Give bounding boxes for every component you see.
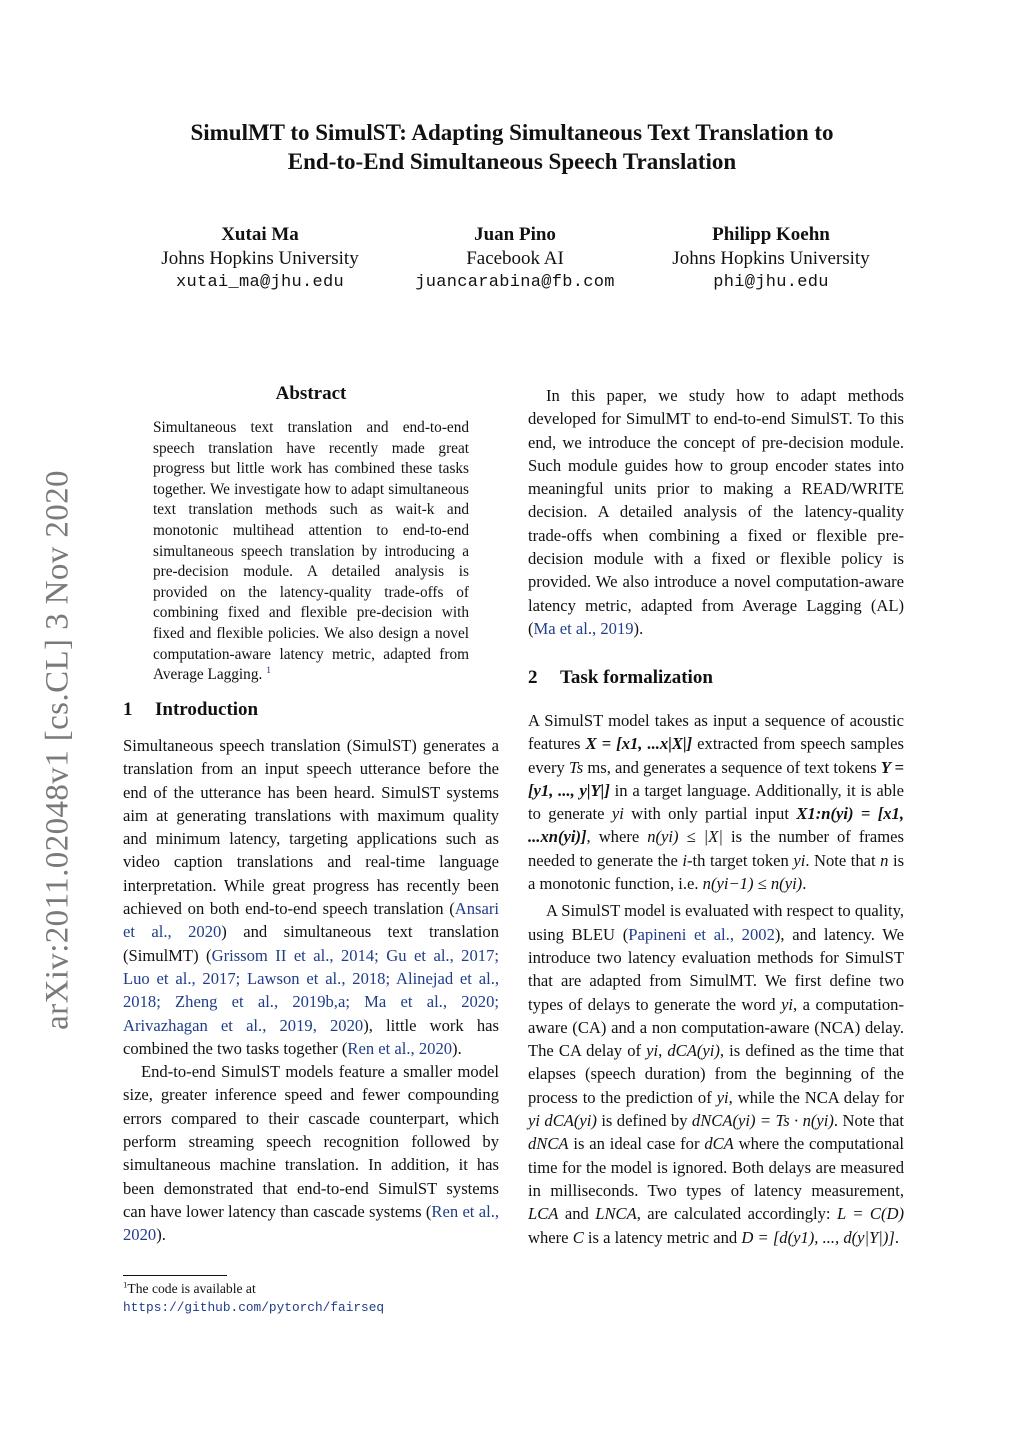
text: ), little work has combined the two tasks together ( — [123, 1015, 499, 1058]
section-number: 2 — [528, 667, 538, 688]
text: ms, and generates a sequence of text tokens — [583, 757, 881, 777]
text: . Note that — [805, 850, 881, 870]
section-1-heading — [123, 698, 258, 722]
text: ) and simultaneous text translation (SimulMT) ( — [123, 922, 499, 965]
text: . — [894, 1227, 900, 1247]
text: ). — [633, 618, 644, 638]
abstract-text: Simultaneous text translation and end-to-end speech translation have recently made great progress but little work has combined these tasks together. We investigate how to adapt simultaneous text translation methods such as wait-k and monotonic multihead attention to end-to-end simultaneous speech translation by introducing a pre-decision module. A detailed analysis is provided on the latency-quality trade-offs of combining fixed and flexible pre-decision with fixed and flexible policies. We also design a novel computation-aware latency metric, adapted from Average Lagging. — [153, 419, 469, 684]
text: -th target token — [687, 850, 794, 870]
task-formalization-body — [528, 709, 904, 1249]
author-name: Juan Pino — [474, 224, 556, 245]
math-expression: L = C(D) — [836, 1204, 904, 1224]
arxiv-stamp — [28, 455, 88, 1045]
task-paragraph-2: A SimulST model is evaluated with respect to quality, using BLEU (Papineni et al., 2002), and latency. We introduce two latency evaluation methods for SimulST that are adapted from SimulMT. We first define two types of delays to generate the word yi, a computation-aware (CA) and a non computation-aware (NCA) delay. The CA delay of yi, dCA(yi), is defined as the time that elapses (speech duration) from the beginning of the process to the prediction of yi, while the NCA delay for yi dCA(yi) is defined by dNCA(yi) = Ts · n(yi). Note that dNCA is an ideal case for dCA where the computational time for the model is ignored. Both delays are measured in milliseconds. Two types of latency measurement, LCA and LNCA, are calculated accordingly: L = C(D) where C is a latency metric and D = [d(y1), ..., d(y|Y|)]. — [528, 901, 905, 1247]
author-block-2 — [385, 223, 645, 295]
text: where — [528, 1227, 573, 1247]
footnote-rule — [123, 1275, 227, 1276]
abstract-heading: Abstract — [275, 383, 347, 404]
text: with only partial input — [623, 804, 797, 824]
math-expression: yi — [528, 1111, 540, 1131]
text: is a monotonic function, i.e. — [528, 850, 905, 894]
math-expression: yi — [793, 850, 806, 870]
citation-link[interactable]: Ma et al., 2019 — [533, 618, 634, 638]
math-expression: yi — [646, 1041, 659, 1061]
author-name: Philipp Koehn — [712, 224, 830, 245]
math-expression: dCA — [704, 1134, 734, 1154]
math-expression: dNCA — [528, 1134, 569, 1154]
math-expression: X1:n(yi) = [x1, ...xn(yi)] — [528, 804, 904, 847]
text: Simultaneous speech translation (SimulST) generates a translation from an input speech utterance before the end of the utterance has been heard. SimulST systems aim at generating translations with maximum quality and minimum latency, targeting applications such as video caption translations and real-time language interpretation. While great progress has recently been achieved on both end-to-end speech translation ( — [123, 736, 499, 919]
citation-link[interactable]: Grissom II et al., 2014; Gu et al., 2017; Luo et al., 2017; Lawson et al., 2018; Alinejad et al., 2018; Zheng et al., 2019b,a; Ma et al., 2020; Arivazhagan et al., 2019, 2020 — [123, 945, 499, 1035]
math-expression: i — [682, 850, 688, 870]
author-email[interactable]: xutai_ma@jhu.edu — [175, 273, 345, 292]
intro-paragraph-2 — [123, 1060, 499, 1246]
text: extracted from speech samples every — [528, 734, 904, 777]
text: is defined by — [596, 1111, 692, 1131]
math-expression: LCA — [528, 1204, 559, 1224]
author-email[interactable]: phi@jhu.edu — [713, 273, 829, 292]
math-expression: yi — [781, 994, 794, 1014]
title-line-2: End-to-End Simultaneous Speech Translation — [287, 149, 737, 174]
section-number: 1 — [123, 699, 133, 720]
text: A SimulST model takes as input a sequence of acoustic features — [528, 711, 904, 754]
math-expression: n — [880, 850, 889, 870]
math-expression: n(yi−1) ≤ n(yi) — [702, 874, 803, 894]
text: is an ideal case for — [568, 1134, 705, 1154]
text: , are calculated accordingly: — [636, 1204, 837, 1224]
text: In this paper, we study how to adapt methods developed for SimulMT to end-to-end SimulST. To this end, we introduce the concept of pre-decision module. Such module guides how to group encoder states into meaningful units prior to making a READ/WRITE decision. A detailed analysis of the latency-quality trade-offs when combining a fixed or flexible pre-decision module with a fixed or flexible policy is provided. We also introduce a novel computation-aware latency metric, adapted from Average Lagging (AL) ( — [528, 386, 904, 638]
text: in a target language. Additionally, it is able to generate — [528, 780, 904, 824]
footnote — [123, 1280, 499, 1317]
math-expression: dNCA(yi) = Ts · n(yi) — [691, 1111, 834, 1131]
math-expression: Y = [y1, ..., y|Y|] — [528, 757, 905, 800]
footnote-ref[interactable]: 1 — [266, 665, 272, 677]
paper-title — [0, 118, 1024, 176]
author-block-1 — [130, 223, 390, 295]
arxiv-stamp-text: arXiv:2011.02048v1 [cs.CL] 3 Nov 2020 — [39, 470, 76, 1030]
author-affiliation: Facebook AI — [466, 248, 564, 269]
math-expression: X = [x1, ...x|X|] — [585, 734, 693, 754]
title-line-1: SimulMT to SimulST: Adapting Simultaneous Text Translation to — [190, 120, 834, 145]
math-expression: n(yi) ≤ |X| — [647, 827, 723, 847]
intro-paragraph-1 — [123, 734, 499, 1060]
section-title: Task formalization — [560, 667, 713, 688]
section-title: Introduction — [155, 699, 259, 720]
footnote-url-link[interactable]: https://github.com/pytorch/fairseq — [123, 1300, 385, 1315]
math-expression: Ts — [569, 757, 584, 777]
citation-link[interactable]: Ren et al., 2020 — [123, 1201, 499, 1245]
text: A SimulST model is evaluated with respect to quality, using BLEU ( — [528, 901, 904, 944]
right-intro-body — [528, 384, 904, 640]
footnote-mark: 1 — [123, 1279, 128, 1290]
section-2-heading — [528, 666, 713, 690]
citation-link[interactable]: Ansari et al., 2020 — [123, 899, 499, 942]
math-expression: C — [572, 1227, 584, 1247]
text: is the number of frames needed to generate the — [528, 827, 904, 870]
text: . Note that — [833, 1111, 904, 1131]
abstract-body — [153, 418, 469, 686]
text: is a latency metric and — [583, 1227, 742, 1247]
math-expression: yi — [611, 804, 624, 824]
introduction-body — [123, 734, 499, 1247]
task-paragraph-1 — [528, 709, 904, 895]
text: where the computational time for the model is ignored. Both delays are measured in milliseconds. Two types of latency measurement, — [528, 1134, 904, 1200]
math-expression: yi — [716, 1087, 729, 1107]
author-affiliation: Johns Hopkins University — [161, 248, 359, 269]
author-affiliation: Johns Hopkins University — [672, 248, 870, 269]
citation-link[interactable]: Papineni et al., 2002 — [628, 924, 775, 944]
text: . — [802, 874, 807, 894]
author-email[interactable]: juancarabina@fb.com — [415, 273, 615, 292]
text: and — [558, 1204, 596, 1224]
text: ), and latency. We introduce two latency evaluation methods for SimulST that are adapted from SimulMT. We first define two types of delays to generate the word — [528, 924, 905, 1014]
text: , while the NCA delay for — [728, 1087, 904, 1107]
text: ). — [156, 1225, 166, 1245]
text: , where — [586, 827, 648, 847]
right-intro-paragraph — [528, 384, 904, 640]
math-expression: dCA(yi) — [667, 1041, 720, 1061]
math-expression: dCA(yi) — [544, 1111, 597, 1131]
author-block-3 — [641, 223, 901, 295]
math-expression: LNCA — [595, 1204, 637, 1224]
text: ). — [452, 1038, 462, 1058]
math-expression: D = [d(y1), ..., d(y|Y|)] — [741, 1227, 895, 1247]
text: , a computation-aware (CA) and a non computation-aware (NCA) delay. The CA delay of — [528, 994, 904, 1061]
citation-link[interactable]: Ren et al., 2020 — [347, 1038, 453, 1058]
text: , is defined as the time that elapses (speech duration) from the beginning of the process to the prediction of — [528, 1041, 904, 1107]
author-name: Xutai Ma — [221, 224, 299, 245]
text: End-to-end SimulST models feature a smaller model size, greater inference speed and fewer compounding errors compared to their cascade counterpart, which perform streaming speech recognition followed by simultaneous machine translation. In addition, it has been demonstrated that end-to-end SimulST systems can have lower latency than cascade systems ( — [123, 1062, 499, 1221]
footnote-text: The code is available at — [127, 1281, 256, 1296]
